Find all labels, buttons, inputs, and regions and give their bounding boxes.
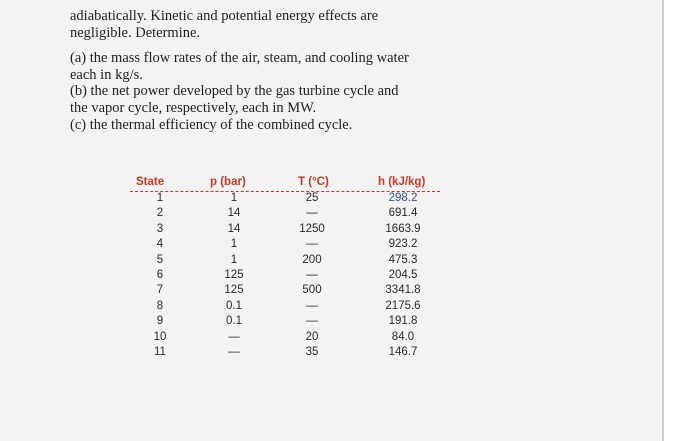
cell-enthalpy: 1663.9 [385, 222, 421, 235]
table-row [130, 315, 440, 330]
header-temperature: T (°C) [298, 176, 329, 188]
table-row [130, 284, 440, 299]
right-margin [664, 0, 685, 441]
problem-text [70, 8, 500, 133]
table-header [130, 174, 440, 192]
cell-temperature: 20 [305, 330, 319, 343]
table-row [130, 254, 440, 269]
cell-pressure: 14 [227, 207, 241, 220]
cell-state: 9 [156, 315, 164, 328]
cell-temperature: 25 [305, 192, 319, 204]
cell-pressure: 1 [230, 253, 238, 266]
table-row [130, 223, 440, 238]
cell-pressure: 1 [230, 238, 238, 251]
state-property-table [130, 174, 440, 361]
cell-enthalpy: 204.5 [388, 268, 418, 281]
question-c: (c) the thermal efficiency of the combined cycle. [70, 116, 353, 133]
cell-temperature: 1250 [299, 222, 325, 235]
cell-pressure: 0.1 [226, 299, 242, 312]
question-a-line-2: each in kg/s. [70, 66, 143, 83]
cell-enthalpy: 84.0 [391, 330, 415, 343]
cell-temperature: 35 [305, 345, 319, 358]
cell-pressure: 1 [230, 192, 238, 204]
cell-enthalpy: 923.2 [388, 238, 418, 251]
table-row [130, 192, 440, 207]
cell-temperature: 500 [302, 284, 322, 297]
cell-enthalpy: 298.2 [388, 192, 418, 204]
cell-state: 8 [156, 299, 164, 312]
cell-temperature: 200 [302, 253, 322, 266]
cell-state: 3 [156, 222, 164, 235]
cell-pressure: 125 [224, 284, 244, 297]
header-pressure: p (bar) [210, 176, 246, 188]
cell-enthalpy: 191.8 [388, 315, 418, 328]
table-row [130, 300, 440, 315]
header-enthalpy: h (kJ/kg) [378, 176, 426, 188]
table-body [130, 192, 440, 361]
table-row [130, 346, 440, 361]
cell-enthalpy: 3341.8 [385, 284, 421, 297]
cell-state: 11 [154, 345, 166, 358]
cell-temperature: — [306, 207, 318, 220]
cell-enthalpy: 475.3 [388, 253, 418, 266]
table-row [130, 269, 440, 284]
cell-pressure: — [228, 330, 240, 343]
cell-pressure: — [228, 345, 240, 358]
cell-state: 5 [156, 253, 164, 266]
cell-enthalpy: 146.7 [388, 345, 418, 358]
table-row [130, 207, 440, 222]
cell-temperature: — [306, 299, 318, 312]
cell-pressure: 125 [224, 268, 244, 281]
table-row [130, 331, 440, 346]
cell-temperature: — [306, 238, 318, 251]
question-b-line-2: the vapor cycle, respectively, each in MW. [70, 99, 317, 116]
cell-temperature: — [306, 315, 318, 328]
cell-state: 7 [156, 284, 164, 297]
cell-enthalpy: 691.4 [388, 207, 418, 220]
text-line-1: adiabatically. Kinetic and potential energy effects are [70, 8, 379, 24]
cell-enthalpy: 2175.6 [385, 299, 421, 312]
cell-pressure: 14 [227, 222, 241, 235]
question-a-line-1: (a) the mass flow rates of the air, steam, and cooling water [70, 50, 409, 67]
cell-state: 1 [156, 192, 164, 204]
cell-state: 10 [153, 330, 167, 343]
cell-state: 2 [156, 207, 164, 220]
cell-state: 6 [156, 268, 164, 281]
cell-pressure: 0.1 [226, 315, 242, 328]
text-line-2: negligible. Determine. [70, 24, 201, 41]
table-row [130, 238, 440, 253]
header-state: State [136, 176, 165, 188]
cell-state: 4 [156, 238, 164, 251]
question-b-line-1: (b) the net power developed by the gas turbine cycle and [70, 83, 399, 100]
cell-temperature: — [306, 268, 318, 281]
